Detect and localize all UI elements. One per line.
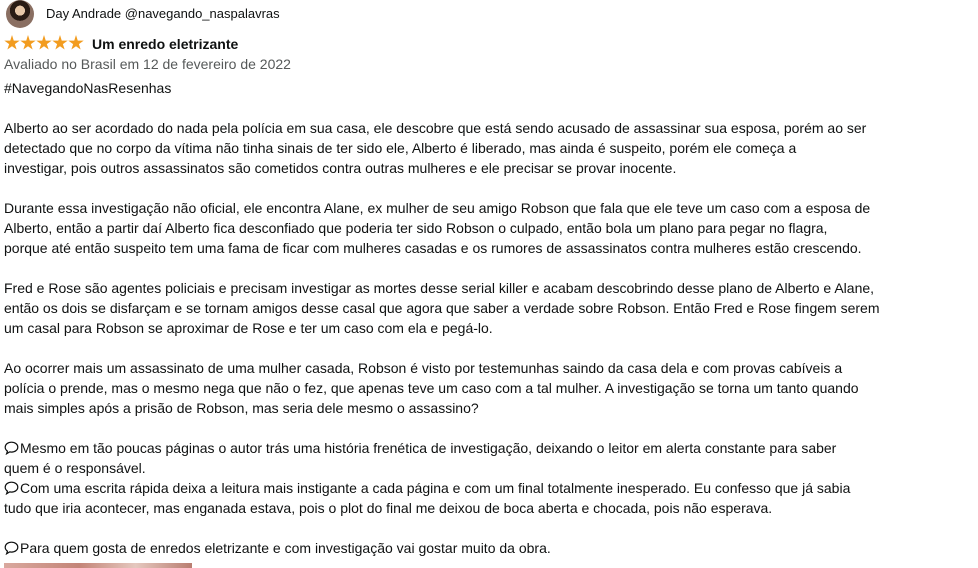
star-rating[interactable] xyxy=(4,35,84,51)
review-text: Ao ocorrer mais um assassinato de uma mulher casada, Robson é visto por testemunhas saindo da casa dela e com provas cabíveis a xyxy=(4,360,843,376)
star-icon xyxy=(36,35,52,51)
review-text: Com uma escrita rápida deixa a leitura mais instigante a cada página e com um final totalmente inesperado. Eu confesso que já sabia xyxy=(20,480,851,496)
star-icon xyxy=(20,35,36,51)
review-text-line xyxy=(4,498,904,518)
review-author-name[interactable]: Day Andrade @navegando_naspalavras xyxy=(46,6,280,21)
review-title[interactable]: Um enredo eletrizante xyxy=(92,36,239,52)
speech-bubble-icon xyxy=(4,541,19,555)
review-text: Durante essa investigação não oficial, ele encontra Alane, ex mulher de seu amigo Robson que fala que ele teve um caso com a esposa de xyxy=(4,200,871,216)
review-text: Fred e Rose são agentes policiais e precisam investigar as mortes desse serial killer e acabam descobrindo desse plano de Alberto e Alane, xyxy=(4,280,875,296)
review-text-line xyxy=(4,278,904,298)
review-text: porque até então suspeito tem uma fama de ficar com mulheres casadas e os rumores de assassinatos contra mulheres estão crescendo. xyxy=(4,240,862,256)
review-text-line xyxy=(4,318,904,338)
review-image-thumbnail[interactable] xyxy=(4,563,192,568)
review-text-line xyxy=(4,238,904,258)
review-text-line xyxy=(4,398,904,418)
review-text: detectado que no corpo da vítima não tinha sinais de ter sido ele, Alberto é liberado, mas ainda é suspeito, porém ele começa a xyxy=(4,140,797,156)
review-text-line xyxy=(4,218,904,238)
review-text: Alberto, então a partir daí Alberto fica desconfiado que poderia ter sido Robson o culpado, então bola um plano para pegar no flagra, xyxy=(4,220,828,236)
review-text: Para quem gosta de enredos eletrizante e com investigação vai gostar muito da obra. xyxy=(20,540,551,556)
review-text: #NavegandoNasResenhas xyxy=(4,80,172,96)
review-text-line xyxy=(4,438,904,458)
speech-bubble-icon xyxy=(4,441,19,455)
review-text-line xyxy=(4,538,904,558)
review-text: tudo que iria acontecer, mas enganada estava, pois o plot do final me deixou de boca aberta e chocada, pois não esperava. xyxy=(4,500,773,516)
star-icon xyxy=(52,35,68,51)
review-text-line xyxy=(4,358,904,378)
review-text: quem é o responsável. xyxy=(4,460,146,476)
review-text-line xyxy=(4,198,904,218)
paragraph-break xyxy=(4,338,904,358)
review-text-line xyxy=(4,158,904,178)
review-body xyxy=(4,78,904,558)
review-text-line xyxy=(4,478,904,498)
star-icon xyxy=(4,35,20,51)
paragraph-break xyxy=(4,98,904,118)
review-text: investigar, pois outros assassinatos são cometidos contra outras mulheres e ele precisar se provar inocente. xyxy=(4,160,677,176)
paragraph-break xyxy=(4,258,904,278)
review-text-line xyxy=(4,118,904,138)
author-avatar[interactable] xyxy=(6,0,34,28)
paragraph-break xyxy=(4,518,904,538)
review-text-line xyxy=(4,378,904,398)
review-text: um casal para Robson se aproximar de Rose e ter um caso com ela e pegá-lo. xyxy=(4,320,493,336)
review-text: mais simples após a prisão de Robson, mas seria dele mesmo o assassino? xyxy=(4,400,479,416)
review-text: polícia o prende, mas o mesmo nega que não o fez, que apenas teve um caso com a tal mulher. A investigação se torna um tanto quando xyxy=(4,380,859,396)
speech-bubble-icon xyxy=(4,481,19,495)
review-text: então os dois se disfarçam e se tornam amigos desse casal que agora que saber a verdade sobre Robson. Então Fred e Rose fingem serem xyxy=(4,300,880,316)
paragraph-break xyxy=(4,178,904,198)
review-text: Alberto ao ser acordado do nada pela polícia em sua casa, ele descobre que está sendo acusado de assassinar sua esposa, porém ao ser xyxy=(4,120,867,136)
review-text-line xyxy=(4,298,904,318)
review-text: Mesmo em tão poucas páginas o autor trás uma história frenética de investigação, deixando o leitor em alerta constante para saber xyxy=(20,440,837,456)
review-text-line xyxy=(4,458,904,478)
paragraph-break xyxy=(4,418,904,438)
review-text-line xyxy=(4,78,904,98)
review-date: Avaliado no Brasil em 12 de fevereiro de 2022 xyxy=(4,56,291,72)
review-text-line xyxy=(4,138,904,158)
star-icon xyxy=(68,35,84,51)
